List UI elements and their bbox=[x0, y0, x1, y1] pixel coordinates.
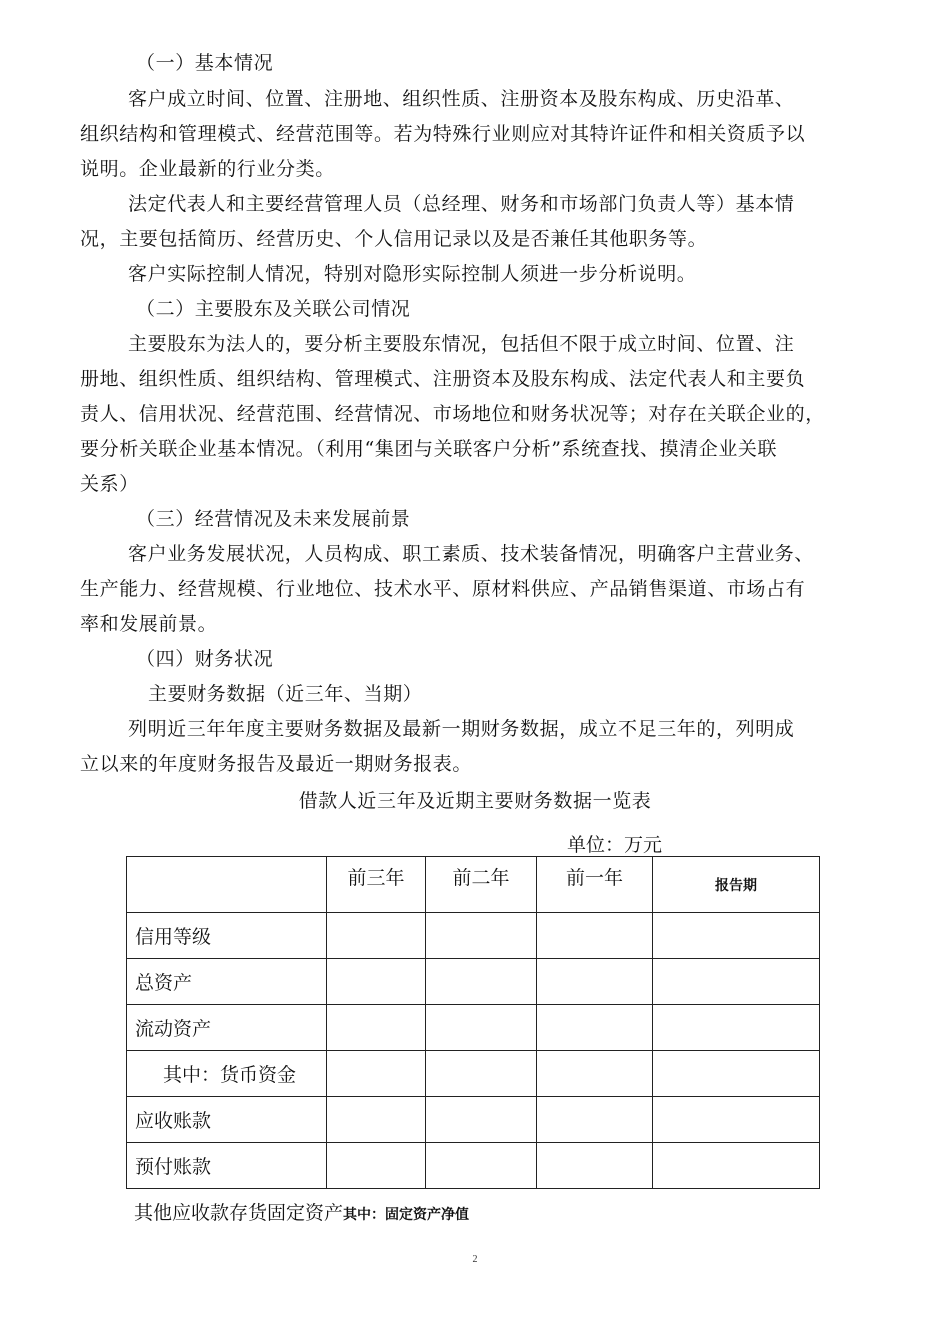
table-cell bbox=[537, 1143, 653, 1189]
after-table-bold-text: 其中：固定资产净值 bbox=[343, 1207, 470, 1223]
table-cell bbox=[537, 1051, 653, 1097]
row-label-accounts-receivable: 应收账款 bbox=[127, 1097, 327, 1143]
table-cell bbox=[653, 1051, 820, 1097]
header-cell-year-minus-1: 前一年 bbox=[537, 857, 653, 913]
header-cell-empty bbox=[127, 857, 327, 913]
table-row bbox=[127, 959, 820, 1005]
row-label-current-assets: 流动资产 bbox=[127, 1005, 327, 1051]
table-cell bbox=[537, 913, 653, 959]
row-label-monetary-funds: 其中：货币资金 bbox=[127, 1051, 327, 1097]
table-cell bbox=[653, 913, 820, 959]
table-cell bbox=[327, 913, 426, 959]
financial-data-table bbox=[126, 856, 820, 1189]
paragraph-line: 率和发展前景。 bbox=[80, 613, 218, 635]
paragraph-line: 关系） bbox=[80, 473, 139, 495]
table-cell bbox=[327, 1097, 426, 1143]
table-header-row bbox=[127, 857, 820, 913]
table-cell bbox=[426, 1097, 537, 1143]
paragraph-line: 责人、信用状况、经营范围、经营情况、市场地位和财务状况等；对存在关联企业的， bbox=[80, 403, 825, 425]
table-cell bbox=[327, 1005, 426, 1051]
paragraph-line: 列明近三年年度主要财务数据及最新一期财务数据，成立不足三年的，列明成 bbox=[128, 718, 795, 740]
table-cell bbox=[426, 959, 537, 1005]
table-cell bbox=[653, 1097, 820, 1143]
table-cell bbox=[653, 1143, 820, 1189]
paragraph-line: 客户实际控制人情况，特别对隐形实际控制人须进一步分析说明。 bbox=[128, 263, 697, 285]
paragraph-line: 主要股东为法人的，要分析主要股东情况，包括但不限于成立时间、位置、注 bbox=[128, 333, 795, 355]
paragraph-line: 说明。企业最新的行业分类。 bbox=[80, 158, 335, 180]
header-cell-report-period: 报告期 bbox=[653, 857, 820, 913]
subheading: 主要财务数据（近三年、当期） bbox=[148, 683, 423, 705]
paragraph-line: 册地、组织性质、组织结构、管理模式、注册资本及股东构成、法定代表人和主要负 bbox=[80, 368, 806, 390]
table-cell bbox=[537, 959, 653, 1005]
table-title: 借款人近三年及近期主要财务数据一览表 bbox=[298, 790, 652, 812]
page-number: 2 bbox=[472, 1254, 478, 1265]
row-label-credit-rating: 信用等级 bbox=[127, 913, 327, 959]
section-heading-3: （三）经营情况及未来发展前景 bbox=[136, 508, 411, 530]
section-heading-4: （四）财务状况 bbox=[136, 648, 274, 670]
table-cell bbox=[426, 913, 537, 959]
table-row bbox=[127, 1097, 820, 1143]
after-table-line bbox=[134, 1200, 469, 1228]
paragraph-line: 生产能力、经营规模、行业地位、技术水平、原材料供应、产品销售渠道、市场占有 bbox=[80, 578, 806, 600]
table-row bbox=[127, 913, 820, 959]
table-cell bbox=[537, 1097, 653, 1143]
table-cell bbox=[426, 1051, 537, 1097]
table-cell bbox=[327, 1143, 426, 1189]
table-cell bbox=[426, 1143, 537, 1189]
table-row bbox=[127, 1143, 820, 1189]
table-row bbox=[127, 1005, 820, 1051]
paragraph-line: 客户成立时间、位置、注册地、组织性质、注册资本及股东构成、历史沿革、 bbox=[128, 88, 795, 110]
paragraph-line: 客户业务发展状况，人员构成、职工素质、技术装备情况，明确客户主营业务、 bbox=[128, 543, 815, 565]
paragraph-line: 组织结构和管理模式、经营范围等。若为特殊行业则应对其特许证件和相关资质予以 bbox=[80, 123, 806, 145]
header-cell-year-minus-2: 前二年 bbox=[426, 857, 537, 913]
table-cell bbox=[426, 1005, 537, 1051]
unit-label: 单位：万元 bbox=[567, 834, 663, 856]
table-cell bbox=[653, 959, 820, 1005]
paragraph-line: 法定代表人和主要经营管理人员（总经理、财务和市场部门负责人等）基本情 bbox=[128, 193, 795, 215]
header-cell-year-minus-3: 前三年 bbox=[327, 857, 426, 913]
row-label-prepayments: 预付账款 bbox=[127, 1143, 327, 1189]
paragraph-line: 况，主要包括简历、经营历史、个人信用记录以及是否兼任其他职务等。 bbox=[80, 228, 708, 250]
table-cell bbox=[327, 1051, 426, 1097]
section-heading-1: （一）基本情况 bbox=[136, 52, 274, 74]
row-label-total-assets: 总资产 bbox=[127, 959, 327, 1005]
paragraph-line: 立以来的年度财务报告及最近一期财务报表。 bbox=[80, 753, 473, 775]
after-table-text: 其他应收款存货固定资产 bbox=[134, 1202, 344, 1224]
table-cell bbox=[537, 1005, 653, 1051]
table-cell bbox=[653, 1005, 820, 1051]
paragraph-line: 要分析关联企业基本情况。（利用“集团与关联客户分析”系统查找、摸清企业关联 bbox=[80, 438, 778, 460]
section-heading-2: （二）主要股东及关联公司情况 bbox=[136, 298, 411, 320]
table-row bbox=[127, 1051, 820, 1097]
table-cell bbox=[327, 959, 426, 1005]
